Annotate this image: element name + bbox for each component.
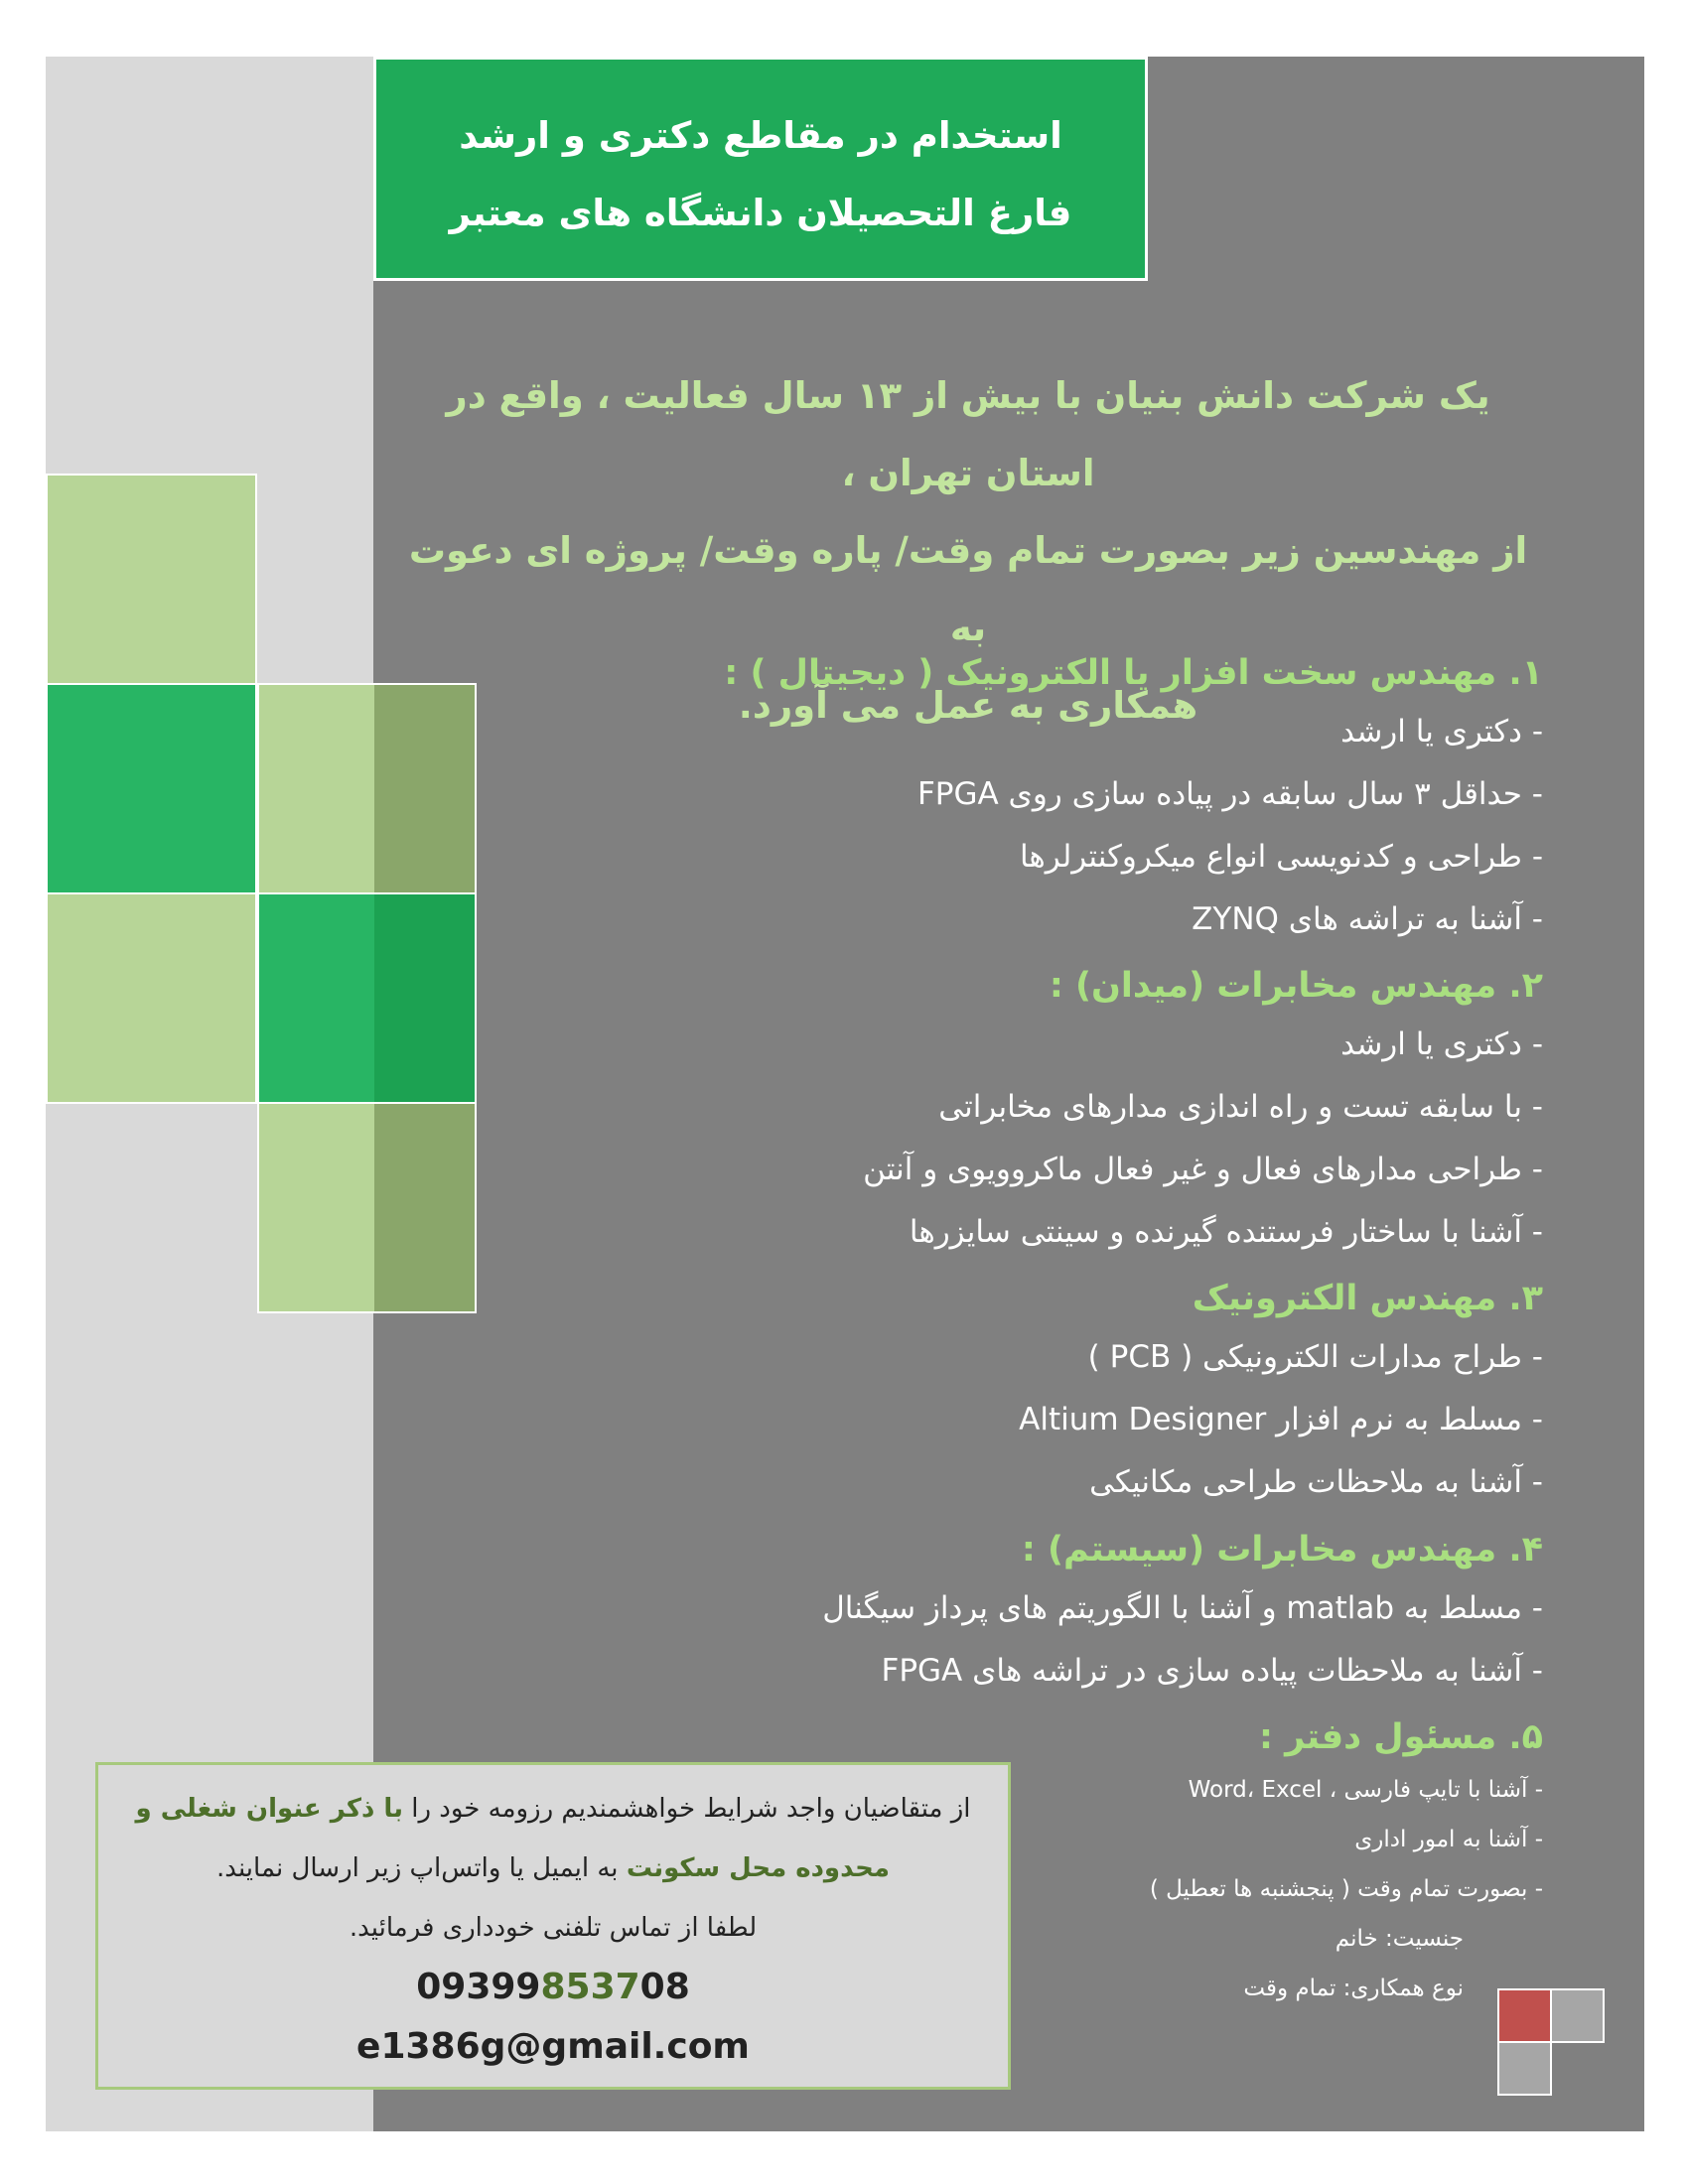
section-heading: ۵. مسئول دفتر : — [1258, 1717, 1543, 1757]
list-item: - آشنا به امور اداری — [1354, 1827, 1543, 1852]
deco-square — [46, 683, 257, 894]
intro-line-3: همکاری به عمل می آورد. — [738, 684, 1198, 727]
email-address[interactable]: e1386g@gmail.com — [356, 2026, 750, 2067]
list-item: - مسلط به نرم افزار Altium Designer — [1019, 1402, 1543, 1437]
list-item: - آشنا با ساختار فرستنده گیرنده و سینتی سایزرها — [909, 1214, 1543, 1250]
section-hardware-engineer — [724, 645, 1543, 951]
deco-square — [257, 892, 376, 1104]
section-electronics-engineer — [1019, 1271, 1543, 1514]
deco-square — [46, 892, 257, 1104]
deco-square — [257, 683, 376, 894]
list-item: - آشنا به ملاحظات طراحی مکانیکی — [1089, 1464, 1543, 1500]
intro-line-2: از مهندسین زیر بصورت تمام وقت/ پاره وقت/ پروژه ای دعوت به — [408, 529, 1528, 649]
deco-square — [1550, 1988, 1605, 2043]
section-heading: ۲. مهندس مخابرات (میدان) : — [1049, 966, 1543, 1006]
list-item: - بصورت تمام وقت ( پنجشنبه ها تعطیل ) — [1149, 1876, 1543, 1902]
deco-square — [257, 1102, 376, 1313]
list-item: - دکتری یا ارشد — [1340, 714, 1543, 750]
deco-square — [1497, 2041, 1552, 2096]
list-item: - طراحی و کدنویسی انواع میکروکنترلرها — [1019, 839, 1543, 875]
deco-square — [1497, 1988, 1552, 2043]
title-line-2: فارغ التحصیلان دانشگاه های معتبر — [449, 192, 1072, 234]
contact-emphasis: محدوده محل سکونت — [626, 1853, 890, 1883]
phone-part: 09399 — [416, 1967, 541, 2007]
list-item: - طراحی مدارهای فعال و غیر فعال ماکروویوی و آنتن — [863, 1152, 1543, 1187]
deco-square — [374, 892, 477, 1104]
contact-emphasis: با ذکر عنوان شغلی و — [135, 1794, 403, 1824]
section-telecom-system-engineer — [822, 1522, 1543, 1703]
contact-line-3: لطفا از تماس تلفنی خودداری فرمائید. — [349, 1913, 758, 1943]
title-banner — [373, 57, 1148, 281]
list-item: - با سابقه تست و راه اندازی مدارهای مخابراتی — [938, 1089, 1543, 1125]
contact-text: از متقاضیان واجد شرایط خواهشمندیم رزومه خود را — [402, 1794, 971, 1824]
list-item: - مسلط به matlab و آشنا با الگوریتم های پرداز سیگنال — [822, 1590, 1543, 1626]
list-item: - آشنا به تراشه های ZYNQ — [1192, 901, 1543, 937]
section-telecom-field-engineer — [863, 958, 1543, 1264]
intro-line-1: یک شرکت دانش بنیان با بیش از ۱۳ سال فعالیت ، واقع در استان تهران ، — [446, 374, 1490, 494]
contact-line-1 — [98, 1779, 1008, 1839]
list-item: - آشنا با تایپ فارسی ، Word، Excel — [1188, 1777, 1543, 1803]
section-heading: ۴. مهندس مخابرات (سیستم) : — [1021, 1530, 1543, 1570]
deco-square — [374, 1102, 477, 1313]
title-line-1: استخدام در مقاطع دکتری و ارشد — [459, 114, 1062, 157]
section-heading: ۱. مهندس سخت افزار یا الکترونیک ( دیجیتال ) : — [724, 653, 1543, 693]
section-heading: ۳. مهندس الکترونیک — [1192, 1279, 1543, 1318]
list-item: جنسیت: خانم — [1335, 1926, 1464, 1952]
contact-text: به ایمیل یا واتس‌اپ زیر ارسال نمایند. — [216, 1853, 627, 1883]
phone-part: 08 — [639, 1967, 690, 2007]
contact-line-2 — [98, 1839, 1008, 1898]
deco-square — [46, 474, 257, 685]
contact-box — [95, 1762, 1011, 2090]
phone-part-highlight: 8537 — [540, 1967, 640, 2007]
list-item: - دکتری یا ارشد — [1340, 1026, 1543, 1062]
list-item: - آشنا به ملاحظات پیاده سازی در تراشه های FPGA — [881, 1653, 1543, 1689]
list-item: نوع همکاری: تمام وقت — [1243, 1976, 1464, 2001]
list-item: - حداقل ۳ سال سابقه در پیاده سازی روی FPGA — [916, 776, 1543, 812]
list-item: - طراح مدارات الکترونیکی ( PCB ) — [1087, 1339, 1543, 1375]
section-office-manager — [1150, 1709, 1543, 2013]
phone-number[interactable] — [98, 1958, 1008, 2017]
